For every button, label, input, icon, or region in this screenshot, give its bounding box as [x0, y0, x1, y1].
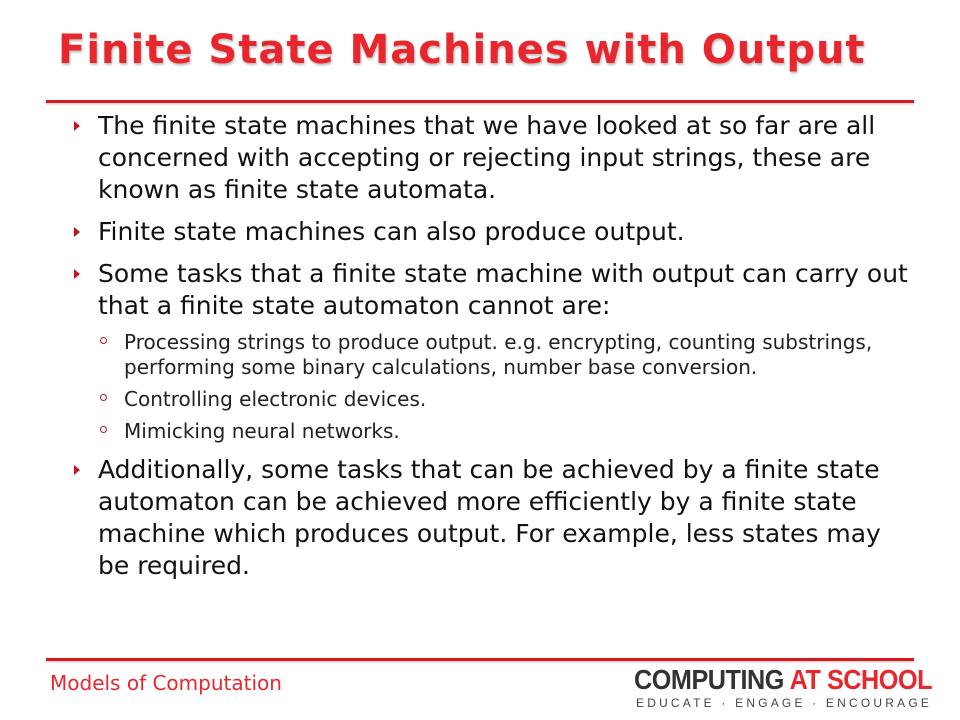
sub-bullet-list	[98, 330, 914, 444]
logo-wordmark	[634, 665, 932, 695]
bullet-item	[74, 258, 914, 444]
bullet-item	[74, 454, 914, 582]
slide-content	[74, 110, 914, 582]
sub-bullet-item	[98, 387, 914, 412]
bullet-text: The finite state machines that we have looked at so far are all concerned with accepting or rejecting input strings, these are known as finite state automata.	[98, 111, 876, 204]
logo-tagline: EDUCATE · ENGAGE · ENCOURAGE	[636, 696, 933, 710]
sub-bullet-item	[98, 330, 914, 380]
triangle-bullet-icon	[74, 465, 80, 475]
sub-bullet-text: Processing strings to produce output. e.g. encrypting, counting substrings, performing some binary calculations, number base conversion.	[124, 330, 873, 379]
sub-bullet-item	[98, 419, 914, 444]
triangle-bullet-icon	[74, 269, 80, 279]
bullet-text: Some tasks that a finite state machine with output can carry out that a finite state automaton cannot are:	[98, 259, 908, 320]
triangle-bullet-icon	[74, 227, 80, 237]
triangle-bullet-icon	[74, 121, 80, 131]
sub-bullet-text: Controlling electronic devices.	[124, 387, 427, 411]
bullet-item	[74, 216, 914, 248]
logo-word-computing: COMPUTING	[634, 664, 784, 695]
bullet-item	[74, 110, 914, 206]
bullet-text: Finite state machines can also produce output.	[98, 217, 685, 246]
slide-title: Finite State Machines with Output	[58, 27, 866, 73]
title-underline	[46, 100, 914, 103]
sub-bullet-text: Mimicking neural networks.	[124, 419, 400, 443]
footer-course-title: Models of Computation	[50, 671, 282, 695]
circle-bullet-icon	[100, 426, 107, 433]
circle-bullet-icon	[100, 337, 107, 344]
computing-at-school-logo	[634, 664, 933, 715]
footer-rule	[46, 658, 914, 661]
bullet-list	[74, 110, 914, 582]
logo-word-at-school: AT SCHOOL	[789, 664, 933, 695]
bullet-text: Additionally, some tasks that can be achieved by a finite state automaton can be achieved more efficiently by a finite state machine which produces output. For example, less states may be required.	[98, 455, 881, 580]
circle-bullet-icon	[100, 394, 107, 401]
